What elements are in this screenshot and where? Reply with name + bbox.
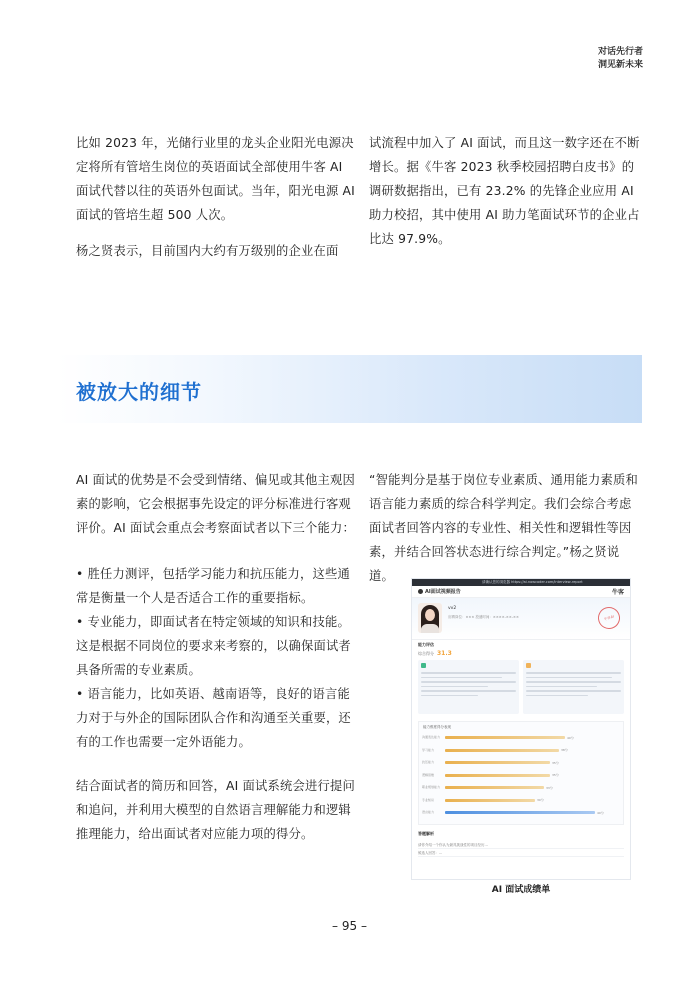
figure-browser-bar: 请确认您的浏览器 https://ai.nowcoder.com/interview-report — [412, 579, 630, 586]
bar — [445, 811, 595, 814]
report-logo-icon — [418, 589, 423, 594]
header-line-2: 洞见新未来 — [597, 60, 643, 70]
ability-bar-chart — [418, 721, 624, 825]
candidate-info: 应聘岗位：××× 投递时间：××××-××-×× — [448, 615, 519, 619]
bar-value: 35分 — [552, 773, 559, 777]
bar — [445, 736, 565, 739]
ability-icon — [421, 663, 426, 668]
quote-paragraph: “智能判分是基于岗位专业素质、通用能力素质和语言能力素质的综合科学判定。我们会综合考虑面试者回答内容的专业性、相关性和逻辑性等因素，并结合回答状态进行综合判定。”杨之贤说道。 — [369, 473, 639, 583]
report-screenshot-figure — [411, 578, 631, 880]
stamp-icon: 牛客AI — [595, 604, 623, 632]
chart-title: 能力维度得分表现 — [423, 725, 451, 729]
bar-value: 33分 — [546, 785, 553, 790]
bar — [445, 774, 550, 777]
bullet-item: • 胜任力测评，包括学习能力和抗压能力，这些通常是衡量一个人是否适合工作的重要指标。 — [76, 567, 350, 605]
bar-value: 38分 — [561, 748, 568, 752]
section-title: 被放大的细节 — [76, 380, 202, 404]
paragraph: 杨之贤表示，目前国内大约有万级别的企业在面 — [76, 244, 339, 258]
running-header — [598, 46, 643, 72]
paragraph: 结合面试者的简历和回答，AI 面试系统会进行提问和追问，并利用大模型的自然语言理解能力和逻辑推理能力，给出面试者对应能力项的得分。 — [76, 779, 355, 841]
figure-section-heading: 能力评估 — [418, 642, 434, 647]
candidate-profile — [412, 598, 630, 640]
answer-analysis — [412, 839, 630, 859]
bullet-item: • 专业能力，即面试者在特定领域的知识和技能。这是根据不同岗位的要求来考察的，以确保面试者具备所需的专业素质。 — [76, 615, 351, 677]
analysis-row: 候选人回答：... — [418, 849, 624, 857]
left-column-body — [76, 468, 358, 846]
right-column-body — [369, 468, 642, 588]
ability-card — [523, 660, 624, 714]
ability-card — [418, 660, 519, 714]
figure-caption: AI 面试成绩单 — [491, 885, 551, 895]
left-column-top — [76, 131, 358, 263]
figure-brand: 牛客 — [611, 589, 624, 596]
bar-label: 职业规划能力 — [422, 785, 441, 789]
bar-label: 沟通表达能力 — [422, 735, 441, 739]
bar-label: 抗压能力 — [422, 760, 435, 764]
bar — [445, 786, 544, 789]
score-value: 31.3 — [437, 650, 452, 657]
bar-label: 语言能力 — [422, 810, 435, 814]
analysis-row: 请你介绍一个你认为最具挑战性的项目经历... — [418, 841, 624, 849]
bar — [445, 761, 550, 764]
bar-label: 逻辑思维 — [422, 772, 435, 777]
score-label: 综合得分 — [418, 650, 434, 656]
paragraph: 比如 2023 年，光储行业里的龙头企业阳光电源决定将所有管培生岗位的英语面试全部使用牛客 AI 面试代替以往的英语外包面试。当年，阳光电源 AI 面试的管培生超 500 人次。 — [76, 136, 355, 222]
figure-section-heading: 答题解析 — [418, 831, 434, 836]
figure-title-bar — [412, 586, 630, 598]
bar-value: 40分 — [567, 735, 574, 740]
bar-value: 30分 — [537, 798, 544, 802]
right-column-top — [369, 131, 642, 251]
bar-value: 35分 — [552, 760, 559, 765]
score-row — [412, 650, 630, 657]
bar-value: 40分 — [597, 810, 604, 815]
avatar — [418, 603, 442, 633]
bullet-item: • 语言能力，比如英语、越南语等，良好的语言能力对于与外企的国际团队合作和沟通至关重要，还有的工作也需要一定外语能力。 — [76, 687, 351, 749]
paragraph: 试流程中加入了 AI 面试，而且这一数字还在不断增长。据《牛客 2023 秋季校园招聘白皮书》的调研数据指出，已有 23.2% 的先锋企业应用 AI 助力校招，其中使用 AI 助力笔面试环节的企业占比达 97.9%。 — [369, 136, 640, 246]
bar-label: 学习能力 — [422, 747, 435, 752]
paragraph: AI 面试的优势是不会受到情绪、偏见或其他主观因素的影响，它会根据事先设定的评分标准进行客观评价。AI 面试会重点会考察面试者以下三个能力： — [76, 473, 355, 535]
ability-icon — [526, 663, 531, 668]
page-number: – 95 – — [332, 919, 367, 933]
header-line-1: 对话先行者 — [597, 47, 643, 57]
bar-label: 专业知识 — [422, 797, 435, 802]
bar — [445, 799, 535, 802]
figure-title: AI面试视频报告 — [425, 589, 461, 595]
candidate-name: vv2 — [448, 606, 457, 611]
ability-cards — [412, 657, 630, 717]
bar — [445, 749, 559, 752]
